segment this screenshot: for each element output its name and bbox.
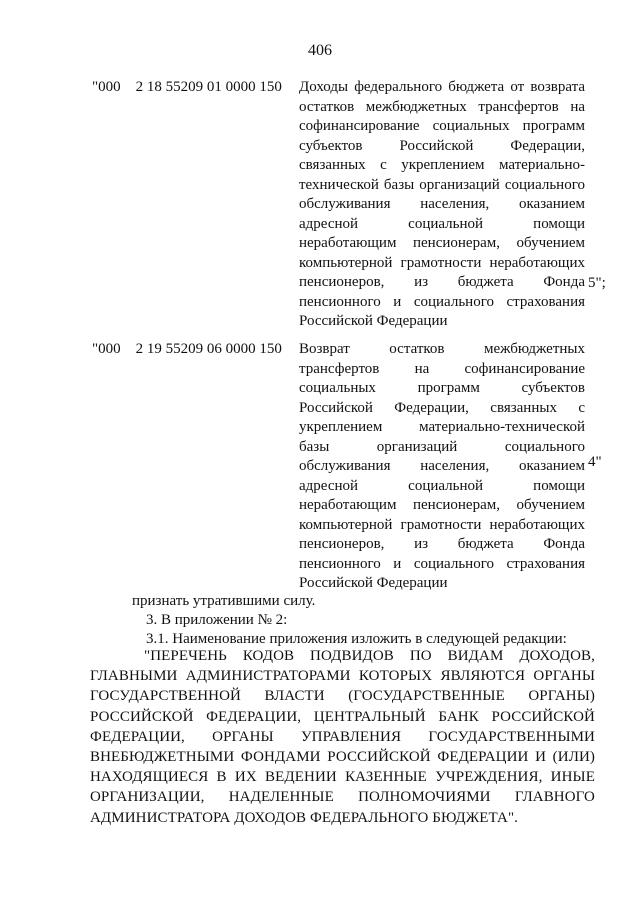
paragraph-3-1: 3.1. Наименование приложения изложить в следующей редакции: — [146, 631, 567, 647]
code-prefix: "000 — [92, 79, 121, 95]
code-description: Возврат остатков межбюджетных трансфертов на софинансирование социальных программ субъектов Российской Федерации, связанных с укреплением материально-технической базы организаций социального обслуживания населения, оказанием адресной социальной помощи неработающим пенсионерам, обучением компьютерной грамотности неработающих пенсионеров, из бюджета Фонда пенсионного и социального страхования Российской Федерации — [299, 341, 585, 591]
budget-code — [92, 340, 282, 360]
paragraph-repeal: признать утратившими силу. — [132, 593, 316, 609]
code-value: 5"; — [588, 275, 606, 291]
page-number: 406 — [308, 42, 332, 59]
code-value: 4" — [588, 454, 602, 470]
code-prefix: "000 — [92, 341, 121, 357]
table-row — [92, 340, 622, 591]
paragraph-appendix-2: 3. В приложении № 2: — [146, 612, 288, 628]
budget-code — [92, 78, 282, 98]
appendix-title-text: "ПЕРЕЧЕНЬ КОДОВ ПОДВИДОВ ПО ВИДАМ ДОХОДОВ, ГЛАВНЫМИ АДМИНИСТРАТОРАМИ КОТОРЫХ ЯВЛЯЮТСЯ ОРГАНЫ ГОСУДАРСТВЕННОЙ ВЛАСТИ (ГОСУДАРСТВЕННЫЕ ОРГАНЫ) РОССИЙСКОЙ ФЕДЕРАЦИИ, ЦЕНТРАЛЬНЫЙ БАНК РОССИЙСКОЙ ФЕДЕРАЦИИ, ОРГАНЫ УПРАВЛЕНИЯ ГОСУДАРСТВЕННЫМИ ВНЕБЮДЖЕТНЫМИ ФОНДАМИ РОССИЙСКОЙ ФЕДЕРАЦИИ И (ИЛИ) НАХОДЯЩИЕСЯ В ИХ ВЕДЕНИИ КАЗЕННЫЕ УЧРЕЖДЕНИЯ, ИНЫЕ ОРГАНИЗАЦИИ, НАДЕЛЕННЫЕ ПОЛНОМОЧИЯМИ ГЛАВНОГО АДМИНИСТРАТОРА ДОХОДОВ ФЕДЕРАЛЬНОГО БЮДЖЕТА". — [90, 648, 595, 826]
code-description: Доходы федерального бюджета от возврата остатков межбюджетных трансфертов на софинансирование социальных программ субъектов Российской Федерации, связанных с укреплением материально-технической базы организаций социального обслуживания населения, оказанием адресной социальной помощи неработающим пенсионерам, обучением компьютерной грамотности неработающих пенсионеров, из бюджета Фонда пенсионного и социального страхования Российской Федерации — [299, 79, 585, 329]
code-number: 2 18 55209 01 0000 150 — [135, 79, 282, 95]
code-number: 2 19 55209 06 0000 150 — [135, 341, 282, 357]
table-row — [92, 78, 622, 330]
